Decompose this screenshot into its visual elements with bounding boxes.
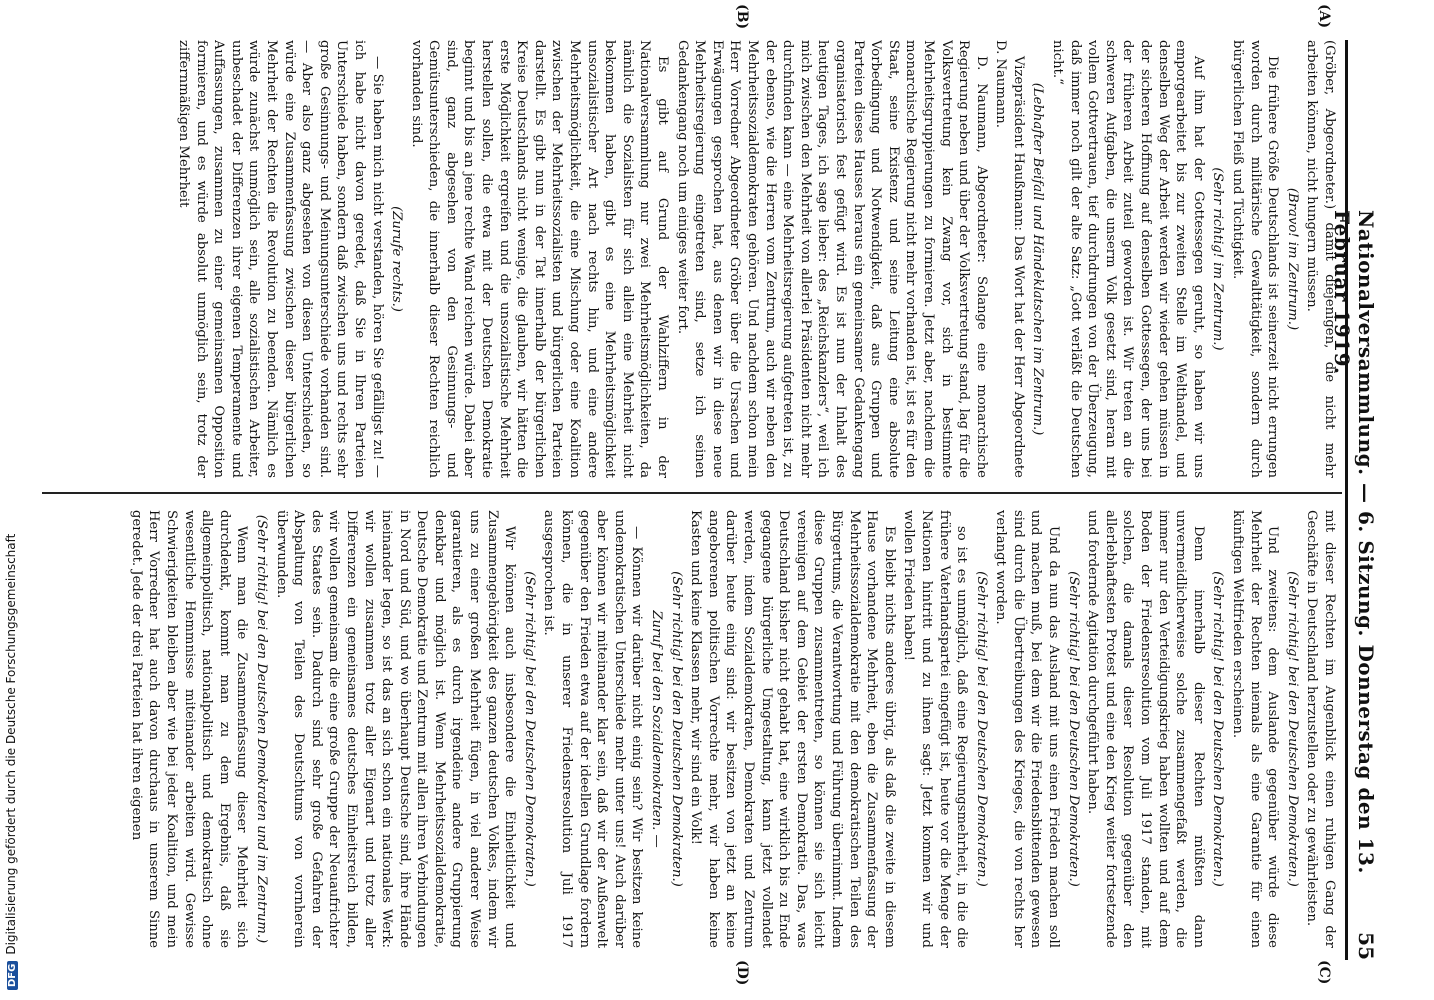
page-number: 55 [1354, 932, 1378, 960]
page-header [1330, 40, 1382, 960]
margin-marker-a: (A) [1316, 4, 1332, 29]
paragraph: so ist es unmöglich, daß eine Regierungsmehrheit, in die die frühere Vaterlandspartei eingefügt ist, heute vor die Menge der Nationen hintritt und zu ihnen sagt: Jetzt kommen wir und wollen Frieden haben! [901, 510, 970, 948]
paragraph: (Gröber, Abgeordneter.) damit diejenigen, die nicht mehr arbeiten können, nicht hungern müssen. [1304, 40, 1337, 478]
interjection: (Sehr richtig! bei den Deutschen Demokraten.) [973, 571, 989, 887]
paragraph: Es gibt auf Grund der Wahlziffern in der Nationalversammlung nur zwei Mehrheitsmöglichkeiten, da nämlich die Sozialisten für sich allein eine Mehrheit nicht bekommen haben, gibt es eine Mehrheitsmöglichkeit unsozialistischer Art nach rechts hin, und eine andere Mehrheitsmöglichkeit, die eine Mischung oder eine Koalition zwischen der Mehrheitssozialisten und bürgerlichen Parteien darstellt. Es gibt nun in der Tat innerhalb der bürgerlichen Kreise Deutschlands nicht wenige, die glauben, wir hätten die erste Möglichkeit ergreifen und die unsozialistische Mehrheit herstellen sollen, die etwa mit der Deutschen Demokratie beginnt und bis an jene rechte Wand reichen würde. Dabei aber sind, ganz abgesehen von den Gesinnungs- und Gemütsunterschieden, die innerhalb dieser Rechten reichlich vorhanden sind. [408, 40, 671, 478]
margin-marker-c: (C) [1316, 960, 1332, 985]
digitization-sidebar [0, 0, 22, 1000]
dfg-logo: DFG [7, 961, 18, 990]
left-column [38, 40, 1338, 478]
paragraph: — Sie haben mich nicht verstanden, hören Sie gefälligst zu! — ich habe nicht davon geredet, daß Sie in Ihren Parteien Unterschiede haben, sondern daß zwischen uns und rechts sehr große Gesinnungs- und Meinungsunterschiede vorhanden sind. — Aber also ganz abgesehen von diesen Unterschieden, so würde eine Zusammenfassung zwischen dieser bürgerlichen Mehrheit der Rechten die Revolution zu beenden. Nämlich es würde zunächst unmöglich sein, alle sozialistischen Arbeiter, unbeschadet der Differenzen ihrer eigenen Temperamente und Auffassungen, zusammen zu einer gemeinsamen Opposition formieren, und es würde absolut unmöglich sein, trotz der ziffernmäßigen Mehrheit [176, 40, 385, 478]
paragraph: Die frühere Größe Deutschlands ist seinerzeit nicht errungen worden durch militärische Gewalttätigkeit, sondern durch bürgerlichen Fleiß und Tüchtigkeit. [1230, 40, 1281, 478]
paragraph: Und zweitens: dem Auslande gegenüber würde diese Mehrheit der Rechten niemals als eine Garantie für einen künftigen Weltfrieden erscheinen. [1230, 510, 1281, 948]
credit-text: Digitalisierung gefördert durch die Deutsche Forschungsgemeinschaft [4, 533, 18, 955]
paragraph: Wenn man die Zusammenfassung dieser Mehrheit sich durchdenkt, kommt man zu dem Ergebnis, daß sie allgemeinpolitisch, nationalpolitisch und demokratisch ohne wesentliche Hemmnisse miteinander arbeiten wird. Gewisse Schwierigkeiten bleiben aber wie bei jeder Koalition, und mein Herr Vorredner hat auch davon durchaus in unserem Sinne geredet. Jede der drei Parteien hat ihren eigenen [128, 510, 250, 948]
paragraph: mit dieser Rechten im Augenblick einen ruhigen Gang der Geschäfte in Deutschland herzustellen oder zu gewährleisten. [1304, 510, 1337, 948]
document-page [10, 0, 1390, 1000]
interjection: (Zurufe rechts.) [389, 206, 405, 312]
interjection: (Sehr richtig! im Zentrum.) [1210, 167, 1226, 351]
interjection: (Sehr richtig! bei den Deutschen Demokraten und im Zentrum.) [253, 514, 269, 944]
column-divider [42, 492, 1342, 494]
paragraph: Wir können auch insbesondere die Einheitlichkeit und Zusammengehörigkeit des ganzen deutschen Volkes, indem wir uns zu einer großen Mehrheit fügen, in viel anderer Weise garantieren, als es durch irgendeine andere Gruppierung denkbar und möglich ist. Wenn Mehrheitssozialdemokratie, Deutsche Demokratie und Zentrum mit allen ihren Verbindungen in Nord und Süd, und wo überhaupt Deutsche sind, ihre Hände ineinander legen, so ist das an sich schon ein nationales Werk: wir wollen zusammen trotz aller Eigenart und trotz aller Differenzen ein gemeinsames deutsches Einheitsreich bilden, wir wollen gemeinsam die eine große Gruppe der Neuaufrichter des Staates sein. Dadurch sind sehr große Gefahren der Abspaltung von Teilen des Deutschtums von vornherein überwunden. [273, 510, 518, 948]
header-title: Nationalversammlung. — 6. Sitzung. Donnerstag den 13. Februar 1919. [1330, 210, 1378, 874]
sidebar-credit [4, 10, 20, 990]
paragraph: Auf ihm hat der Gottessegen geruht, so haben wir uns emporgearbeitet bis zur zweiten Stelle im Welthandel, und denselben Weg der Arbeit werden wir wieder gehen müssen in der sicheren Hoffnung auf denselben Gottessegen, der uns bei der früheren Arbeit zuteil geworden ist. Wir treten an die schweren Aufgaben, die unserm Volk gesetzt sind, heran mit vollem Gottvertrauen, tief durchdrungen von der Überzeugung, daß immer noch gilt der alte Satz: „Gott verläßt die Deutschen nicht.“ [1050, 40, 1206, 478]
paragraph: D. Naumann, Abgeordneter: Solange eine monarchische Regierung neben und über der Volksvertretung stand, lag für die Volksvertretung kein Zwang vor, sich in bestimmte Mehrheitsgruppierungen zu formieren. Jetzt aber, nachdem die monarchische Regierung nicht mehr vorhanden ist, ist es für den Staat, seine Existenz und seine Leitung eine absolute Vorbedingung und Notwendigkeit, daß aus Gruppen und Parteien dieses Hauses heraus ein gemeinsamer Gedankengang organisatorisch fest gefügt wird. Es ist nun der Inhalt des heutigen Tages, ich sage lieber: des „Reichskanzlers“, weil ich mich zwischen den Mehrheit von allerlei Präsidenten nicht mehr durchfinden kann — eine Mehrheitsregierung aufgetreten ist, zu der ebenso, wie die Herren vom Zentrum, auch wir neben den Mehrheitssozialdemokraten gehören. Und nachdem schon mein Herr Vorredner Abgeordneter Gröber über die Ursachen und Erwägungen gesprochen hat, aus denen wir in diese neue Mehrheitsregierung eingetreten sind, setze ich seinen Gedankengang noch um einiges weiter fort. [674, 40, 989, 478]
right-column [38, 510, 1338, 948]
interjection: (Sehr richtig! bei den Deutschen Demokraten.) [521, 571, 537, 887]
interjection: (Lebhafter Beifall und Händeklatschen im Zentrum.) [1030, 82, 1046, 436]
interjection: (Sehr richtig! bei den Deutschen Demokraten.) [1065, 571, 1081, 887]
margin-marker-b: (B) [734, 4, 750, 30]
paragraph: — Können wir darüber nicht einig sein? Wir besitzen keine undemokratischen Unterschiede mehr unter uns! Auch darüber aber können wir miteinander klar sein, daß wir der Außenwelt gegenüber den Frieden etwa auf der ideellen Grundlage fordern können, die in unserer Friedensresolution Juli 1917 ausgesprochen ist. [541, 510, 645, 948]
paragraph: Vizepräsident Haußmann: Das Wort hat der Herr Abgeordnete D. Naumann. [993, 40, 1026, 478]
margin-marker-d: (D) [734, 960, 750, 986]
interjection: (Sehr richtig! bei den Deutschen Demokraten.) [668, 571, 684, 887]
paragraph: Und da nun das Ausland mit uns einen Frieden machen soll und machen muß, bei dem wir die Friedensbittenden gewesen sind durch die Übertreibungen des Krieges, die von rechts her verlangt worden. [993, 510, 1062, 948]
interjection: (Sehr richtig! bei den Deutschen Demokraten.) [1210, 571, 1226, 887]
interjection: Zuruf bei den Sozialdemokraten. — [649, 610, 665, 848]
interjection: (Bravo! im Zentrum.) [1284, 187, 1300, 331]
interjection: (Sehr richtig! bei den Deutschen Demokraten.) [1284, 571, 1300, 887]
paragraph: Es bleibt nichts anderes übrig, als daß die zweite in diesem Hause vorhandene Mehrheit, eben die Zusammenfassung der Mehrheitssozialdemokratie mit den demokratischen Teilen des Bürgertums, die Verantwortung und Führung übernimmt. Indem diese Gruppen zusammentreten, so können sie sich leicht vereinigen auf dem Gebiet der ersten Demokratie. Das, was Deutschland bisher nicht gehabt hat, eine wirklich bis zu Ende gegangene bürgerliche Umgestaltung, kann jetzt vollendet werden, indem Sozialdemokraten, Demokraten und Zentrum darüber heute einig sind: wir besitzen von jetzt an keine angeborenen politischen Vorrechte mehr, wir haben keine Kasten und keine Klassen mehr, wir sind ein Volk! [688, 510, 897, 948]
paragraph: Denn innerhalb dieser Rechten müßten dann unvermeidlicherweise solche zusammengefaßt werden, die immer nur den Verteidigungskrieg haben wollten und auf dem Boden der Friedensresolution vom Juli 1917 standen, mit solchen, die damals dieser Resolution gegenüber den allerlebhaftesten Protest und eine den Krieg weiter fortsetzende und fordernde Agitation durchgeführt haben. [1085, 510, 1206, 948]
